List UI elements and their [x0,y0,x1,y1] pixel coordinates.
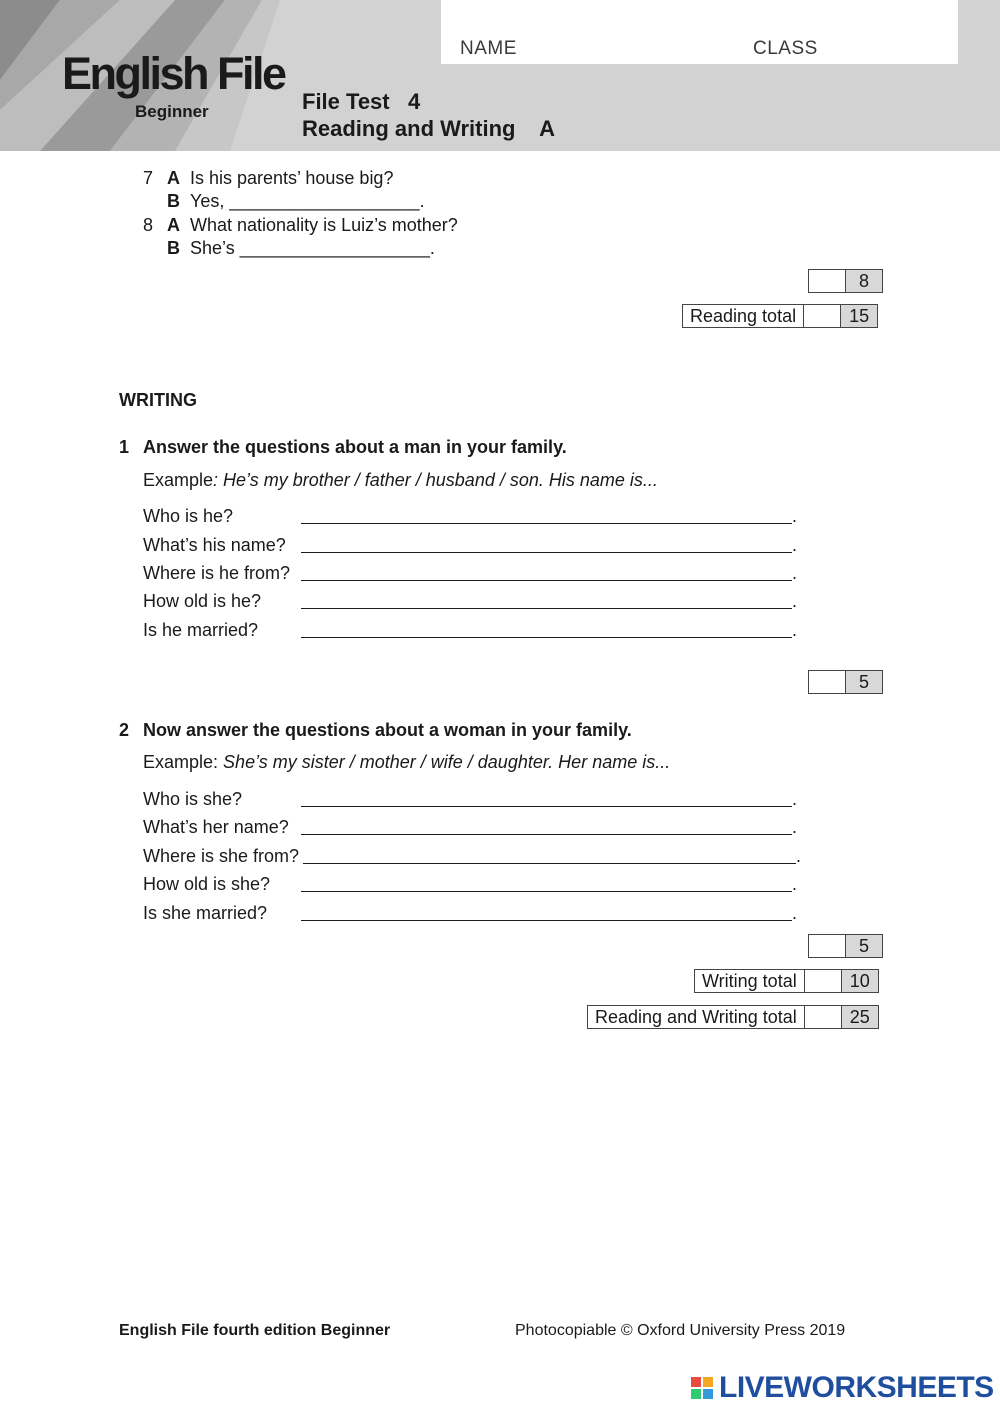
grand-total-box [587,1005,879,1029]
answer-line[interactable] [301,891,792,892]
example-label: Example [143,470,214,490]
score-input[interactable] [809,935,846,957]
answer-line[interactable] [301,920,792,921]
example-text: She’s my sister / mother / wife / daughter. Her name is... [223,752,671,772]
class-label: CLASS [753,38,818,59]
writing-prompt: Who is she? [143,789,243,809]
writing-prompt: What’s her name? [143,817,289,837]
answer-line[interactable] [301,552,792,553]
writing-total-label: Writing total [695,970,805,992]
score-max: 5 [846,935,882,957]
speaker-a: A [167,215,180,235]
writing-prompt: How old is he? [143,591,262,611]
writing-prompt: Who is he? [143,506,234,526]
example-text: : He’s my brother / father / husband / son. His name is... [213,470,658,490]
answer-line[interactable] [301,608,792,609]
score-max: 5 [846,671,882,693]
answer-line[interactable] [301,637,792,638]
score-input[interactable] [809,671,846,693]
answer-line[interactable] [301,580,792,581]
writing-total-box [694,969,879,993]
score-max: 10 [842,970,878,992]
writing-prompt: What’s his name? [143,535,286,555]
score-input[interactable] [805,970,842,992]
brand-logo-text: English File [62,48,285,99]
example [143,470,658,491]
footer-edition: English File fourth edition Beginner [119,1322,391,1339]
reading-score-box [808,269,883,293]
score-max: 25 [842,1006,878,1028]
reading-question: Is his parents’ house big? [190,168,394,188]
reading-item-number: 8 [143,215,154,235]
grand-total-label: Reading and Writing total [588,1006,805,1028]
liveworksheets-logo-icon [691,1377,713,1399]
reading-total-box [682,304,878,328]
score-input[interactable] [804,305,841,327]
score-max: 8 [846,270,882,292]
score-input[interactable] [805,1006,842,1028]
q2-score-box [808,934,883,958]
speaker-b: B [167,191,180,211]
reading-item-number: 7 [143,168,154,188]
reading-total-label: Reading total [683,305,804,327]
question-number: 2 [119,720,130,740]
speaker-b: B [167,238,180,258]
reading-question: What nationality is Luiz’s mother? [190,215,458,235]
test-title: File Test 4 [302,89,421,114]
footer-copyright: Photocopiable © Oxford University Press 2019 [515,1322,846,1339]
answer-line[interactable] [301,806,792,807]
writing-prompt: Where is he from? [143,563,291,583]
name-class-box [441,0,958,64]
page-header [0,0,1000,151]
answer-line[interactable] [301,523,792,524]
watermark-text: LIVEWORKSHEETS [719,1371,994,1404]
writing-prompt: Where is she from? [143,846,300,866]
writing-prompt: Is he married? [143,620,259,640]
brand-level: Beginner [135,102,209,121]
test-subtitle: Reading and Writing A [302,116,555,141]
writing-prompt: Is she married? [143,903,268,923]
question-number: 1 [119,437,130,457]
section-heading: WRITING [119,390,197,410]
question-title: Answer the questions about a man in your family. [143,437,567,457]
score-input[interactable] [809,270,846,292]
reading-answer[interactable]: Yes, ___________________. [190,191,425,211]
q1-score-box [808,670,883,694]
question-title: Now answer the questions about a woman in your family. [143,720,632,740]
reading-answer[interactable]: She’s ___________________. [190,238,435,258]
example-label: Example: [143,752,224,772]
example [143,752,670,773]
answer-line[interactable] [303,863,796,864]
liveworksheets-watermark [691,1371,994,1405]
score-max: 15 [841,305,877,327]
writing-prompt: How old is she? [143,874,271,894]
name-label: NAME [460,38,517,59]
speaker-a: A [167,168,180,188]
answer-line[interactable] [301,834,792,835]
